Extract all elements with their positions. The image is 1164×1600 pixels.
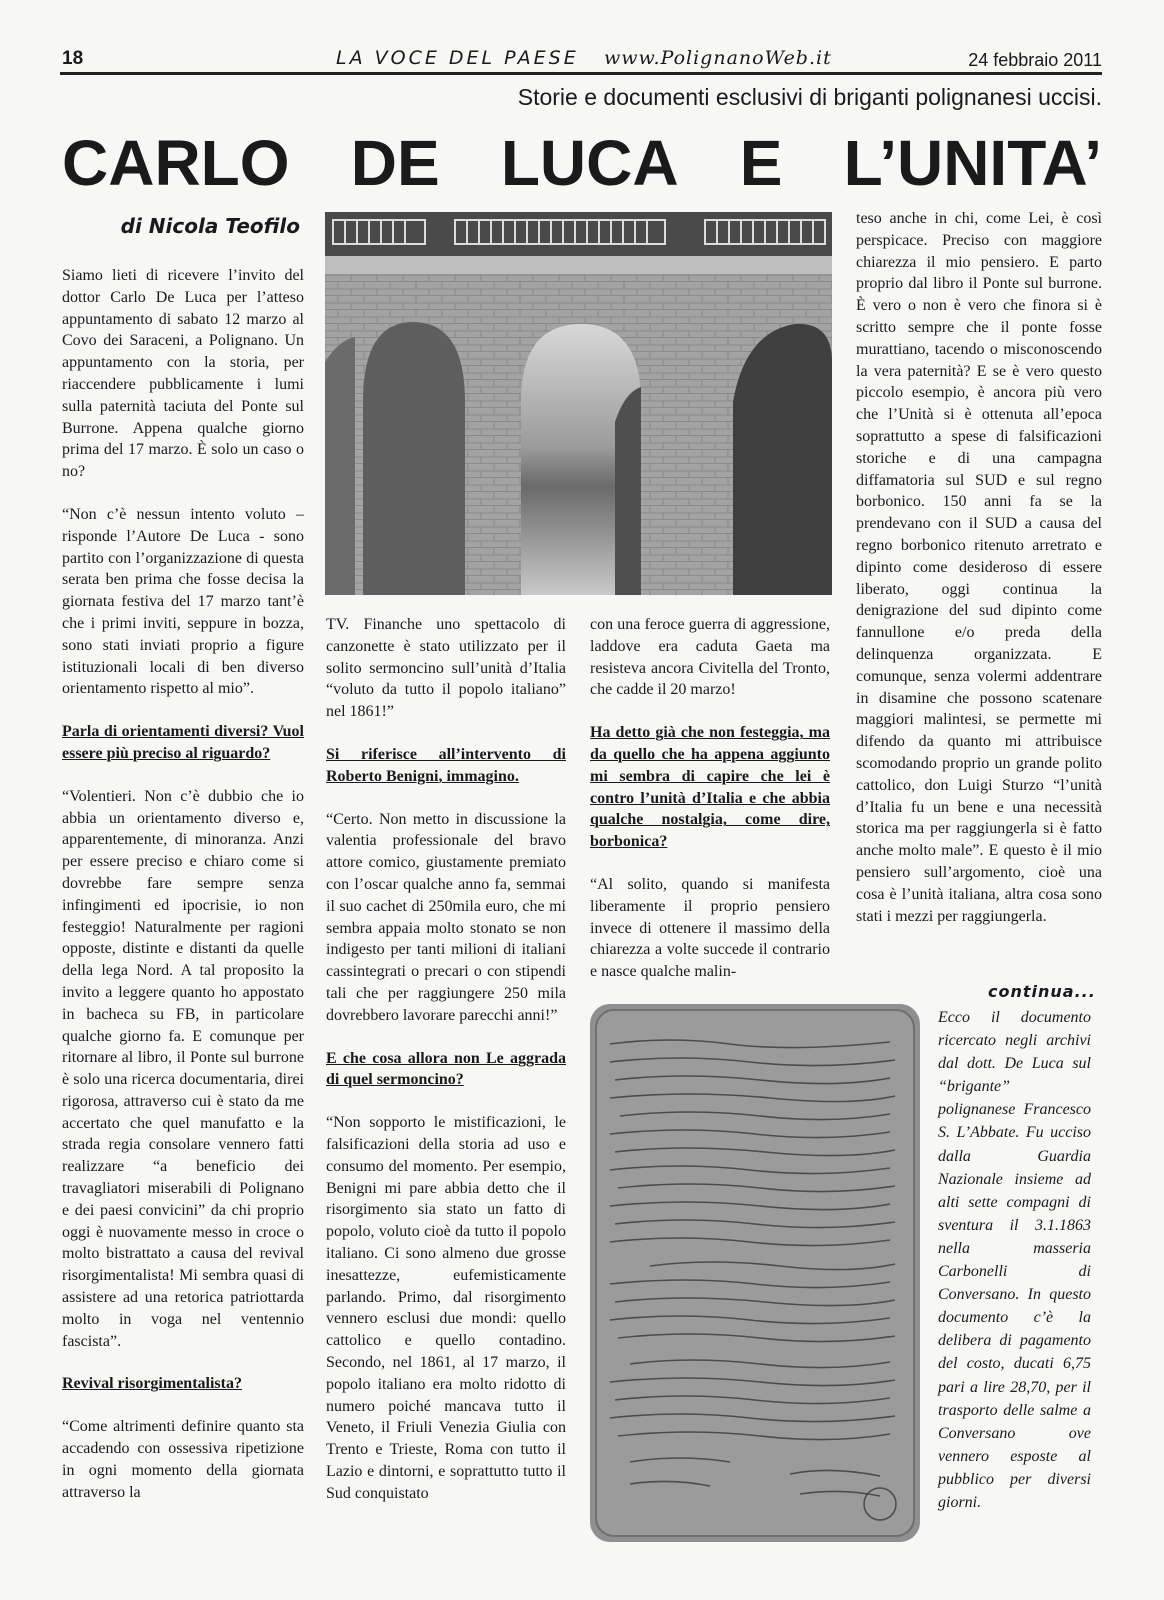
paragraph: “Volentieri. Non c’è dubbio che io abbia un orientamento diverso e, apparentemente, di minoranza. Anzi per essere preciso e chiaro come si dovrebbe fare sempre senza infingimenti ed ipocrisie, io non festeggio! Naturalmente per ragioni opposte, distinte e distanti da quelle della lega Nord. A tal proposito la invito a leggere quanto ho appostato in bacheca su FB, in particolare qualche giorno fa. E comunque per ritornare al libro, il Ponte sul burrone è solo una ricerca documentaria, direi rigorosa, attraverso cui è stato da me accertato che quel manufatto e la strada regia consolare vennero fatti realizzare “a beneficio dei travagliatori miserabili di Polignano e dei paesi convicini” da chi proprio oggi è nuovamente messo in croce o molto bistrattato a causa del revival risorgimentalista! Mi sembra quasi di assistere ad una retorica patriottarda molto in voga nel ventennio fascista”. <box>62 787 304 1350</box>
document-caption: Ecco il documento ricercato negli archivi dal dott. De Luca sul “brigante” polignanese Francesco S. L’Abbate. Fu ucciso dalla Guardia Nazionale insieme ad alti sette compagni di sventura il 3.1.1863 nella masseria Carbonelli di Conversano. In questo documento c’è la delibera di pagamento del costo, ducati 6,75 pari a lire 28,70, per il trasporto delle salme a Conversano ove vennero esposte al pubblico per diversi giorni. <box>938 1009 1091 1511</box>
article-column-4 <box>856 208 1102 948</box>
bridge-photo <box>325 212 832 595</box>
article-column-1 <box>62 265 304 1524</box>
header-rule <box>60 72 1102 75</box>
paragraph: TV. Finanche uno spettacolo di canzonette è stato utilizzato per il solito sermoncino sull’unità d’Italia “voluto da tutto il popolo italiano” nel 1861!” <box>326 616 566 721</box>
interview-question: E che cosa allora non Le aggrada di quel sermoncino? <box>326 1049 566 1089</box>
issue-date: 24 febbraio 2011 <box>968 50 1102 70</box>
paragraph: “Non c’è nessun intento voluto – risponde l’Autore De Luca - sono partito con l’organizzazione di questa serata ben prima che fosse decisa la giornata festiva del 17 marzo tant’è che i primi inviti, seppure in bozza, sono stati inviati proprio a figure istituzionali locali di ben diverso orientamento rispetto al mio”. <box>62 505 304 698</box>
interview-question: Ha detto già che non festeggia, ma da quello che ha appena aggiunto mi sembra di capire che lei è contro l’unità d’Italia e che abbia qualche nostalgia, come dire, borbonica? <box>590 724 830 851</box>
paragraph: teso anche in chi, come Lei, è così perspicace. Preciso con maggiore chiarezza il mio pensiero. E parto proprio dal libro il Ponte sul burrone. È vero o non è vero che finora si è scritto sempre che il ponte fosse murattiano, tacendo o misconoscendo la vera paternità? E se è vero questo piccolo esempio, è ancora più vero che l’Unità si è ottenuta all’epoca soprattutto a spese di falsificazioni storiche e di una campagna diffamatoria sul SUD e sul regno borbonico. 150 anni fa se la prendevano con il SUD a causa del regno borbonico ritenuto arretrato e dipinto come desideroso di essere liberato, oggi continua la denigrazione del sud dipinto come fannullone e/o preda della delinquenza organizzata. E comunque, senza volermi addentrare in disamine che possono scatenare maggiori malintesi, se permette mi difendo da quanto mi attribuisce scomodando proprio un grande polito cattolico, don Luigi Sturzo “l’unità d’Italia fu un bene e una necessità storica ma per raggiungerla si è fatto anche molto male”. E questo è il mio pensiero sull’argomento, cioè una cosa è l’unità italiana, altra cosa sono stati i mezzi per raggiungerla. <box>856 210 1102 925</box>
interview-question: Si riferisce all’intervento di Roberto Benigni, immagino. <box>326 745 566 785</box>
headline-word: LUCA <box>500 127 679 199</box>
article-column-2 <box>326 614 566 1525</box>
headline <box>62 126 1102 200</box>
paragraph: “Certo. Non metto in discussione la valentia professionale del bravo attore comico, giustamente premiato con l’oscar qualche anno fa, semmai il suo cachet di 250mila euro, che mi sembra appaia molto stonato se non indigesto per tanti milioni di italiani cassintegrati o precari o con stipendi tali che per raggiungere 250 mila dovrebbero lavorare parecchi anni!” <box>326 810 566 1024</box>
article-column-3 <box>590 614 830 1004</box>
headline-word: E <box>739 127 783 199</box>
headline-word: L’UNITA’ <box>843 127 1102 199</box>
paragraph: Siamo lieti di ricevere l’invito del dottor Carlo De Luca per l’atteso appuntamento di sabato 12 marzo al Covo dei Saraceni, a Polignano. Un appuntamento con la storia, per riaccendere pubblicamente i lumi sulla paternità taciuta del Ponte sul Burrone. Appena qualche giorno prima del 17 marzo. È solo un caso o no? <box>62 267 304 481</box>
paragraph: “Al solito, quando si manifesta liberamente il proprio pensiero invece di ottenere il massimo della chiarezza a volte succede il contrario e nasce qualche malin- <box>590 875 830 981</box>
paragraph: con una feroce guerra di aggressione, laddove era caduta Gaeta ma resisteva ancora Civitella del Tronto, che cadde il 20 marzo! <box>590 616 830 699</box>
masthead: LA VOCE DEL PAESE <box>336 47 579 69</box>
interview-question: Parla di orientamenti diversi? Vuol essere più preciso al riguardo? <box>62 723 304 762</box>
interview-question: Revival risorgimentalista? <box>62 1375 242 1393</box>
byline: di Nicola Teofilo <box>120 214 300 238</box>
historical-document-photo <box>590 1004 920 1542</box>
continued-label: continua... <box>988 982 1096 1001</box>
website: www.PolignanoWeb.it <box>604 47 832 69</box>
headline-word: CARLO <box>62 127 290 199</box>
page-number: 18 <box>62 48 84 69</box>
paragraph: “Come altrimenti definire quanto sta accadendo con ossessiva ripetizione in ogni momento della giornata attraverso la <box>62 1418 304 1501</box>
headline-word: DE <box>350 127 440 199</box>
paragraph: “Non sopporto le mistificazioni, le falsificazioni della storia ad uso e consumo del momento. Per esempio, Benigni mi pare abbia detto che il risorgimento sia stato un fatto di popolo, voluto cioè da tutto il popolo italiano. Ci sono almeno due grosse inesattezze, eufemisticamente parlando. Primo, dal risorgimento vennero esclusi due mondi: quello cattolico e quello contadino. Secondo, nel 1861, al 17 marzo, il popolo italiano era molto ridotto di numero poiché mancava tutto il Veneto, il Friuli Venezia Giulia con Trento e Trieste, Roma con tutto il Lazio e dintorni, e soprattutto tutto il Sud conquistato <box>326 1114 566 1502</box>
kicker: Storie e documenti esclusivi di briganti polignanesi uccisi. <box>517 84 1102 110</box>
